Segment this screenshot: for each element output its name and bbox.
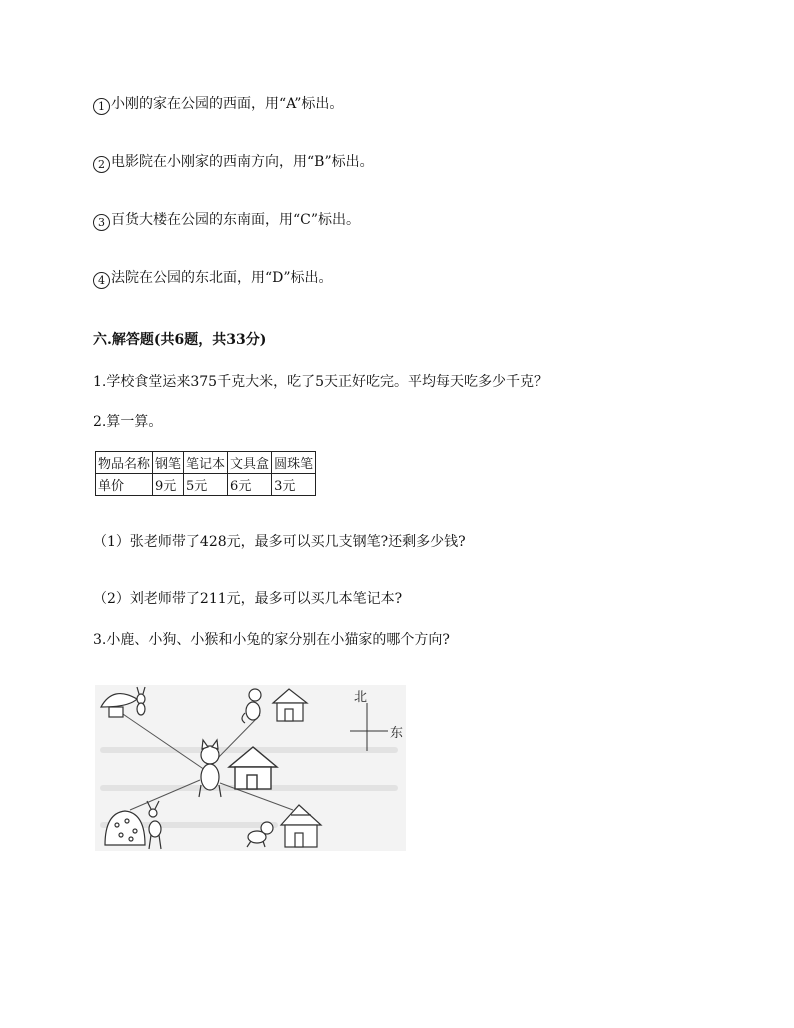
table-cell: 单价 <box>96 474 153 496</box>
table-cell: 笔记本 <box>184 452 228 474</box>
item-2 <box>93 153 374 173</box>
question-3: 3.小鹿、小狗、小猴和小兔的家分别在小猫家的哪个方向? <box>93 632 450 648</box>
question-2-sub-1: （1）张老师带了428元，最多可以买几支钢笔?还剩多少钱? <box>93 534 466 550</box>
table-cell: 3元 <box>272 474 316 496</box>
compass-north-label: 北 <box>354 690 368 705</box>
table-cell: 6元 <box>228 474 272 496</box>
price-table <box>95 451 316 496</box>
item-text: 法院在公园的东北面，用“D”标出。 <box>111 270 333 286</box>
question-2: 2.算一算。 <box>93 414 163 430</box>
item-text: 电影院在小刚家的西南方向，用“B”标出。 <box>111 154 374 170</box>
item-3 <box>93 211 360 231</box>
table-cell: 9元 <box>153 474 184 496</box>
item-4 <box>93 269 333 289</box>
circled-number: 4 <box>93 272 110 289</box>
circled-number: 1 <box>93 98 110 115</box>
question-2-sub-2: （2）刘老师带了211元，最多可以买几本笔记本? <box>93 591 403 607</box>
question-1: 1.学校食堂运来375千克大米，吃了5天正好吃完。平均每天吃多少千克？ <box>93 374 548 390</box>
item-1 <box>93 95 343 115</box>
item-text: 小刚的家在公园的西面，用“A”标出。 <box>111 96 344 112</box>
table-cell: 圆珠笔 <box>272 452 316 474</box>
circled-number: 2 <box>93 156 110 173</box>
table-row <box>96 474 316 496</box>
item-text: 百货大楼在公园的东南面，用“C”标出。 <box>111 212 361 228</box>
section-title: 六.解答题(共6题，共33分) <box>93 332 267 348</box>
table-cell: 5元 <box>184 474 228 496</box>
table-cell: 文具盒 <box>228 452 272 474</box>
table-header-row <box>96 452 316 474</box>
direction-map-figure <box>95 685 406 851</box>
circled-number: 3 <box>93 214 110 231</box>
table-cell: 物品名称 <box>96 452 153 474</box>
compass-east-label: 东 <box>390 726 404 741</box>
table-cell: 钢笔 <box>153 452 184 474</box>
